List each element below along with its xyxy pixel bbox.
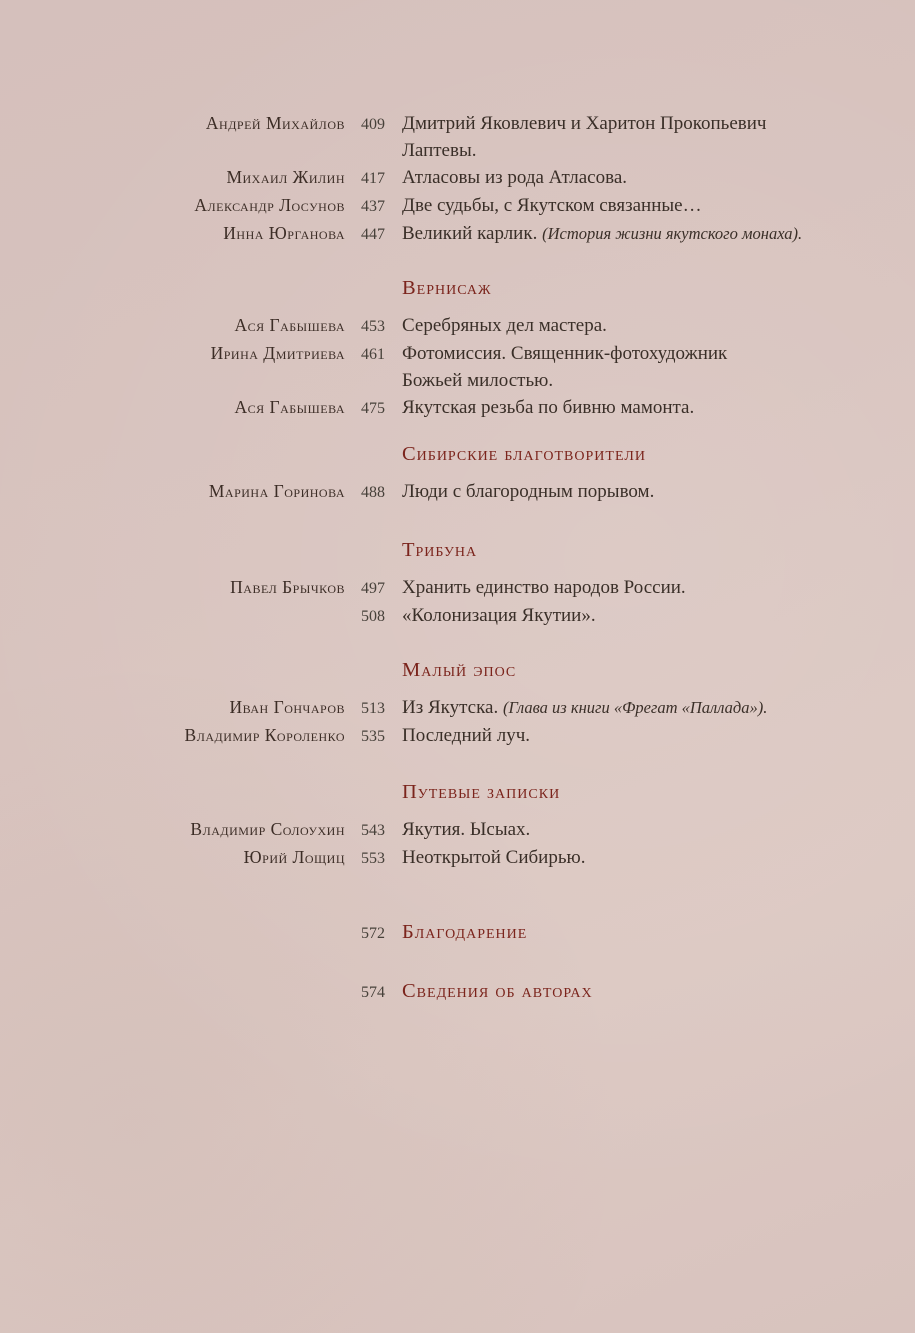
toc-title-line xyxy=(402,816,857,843)
toc-page-number: 447 xyxy=(361,226,385,243)
toc-section xyxy=(0,977,857,1006)
toc-title-text: Фотомиссия. Священник-фотохудожник xyxy=(402,343,728,364)
toc-title xyxy=(385,110,857,164)
toc-section xyxy=(0,440,857,506)
toc-title-text: Дмитрий Яковлевич и Харитон Прокопьевич xyxy=(402,113,767,134)
toc-title-line xyxy=(402,694,857,721)
toc-page-number: 535 xyxy=(361,728,385,745)
toc-page-number: 574 xyxy=(361,984,385,1001)
toc-row xyxy=(0,694,857,722)
toc-title-line xyxy=(402,844,857,871)
toc-author: Ирина Дмитриева xyxy=(210,343,345,363)
toc-title xyxy=(385,192,857,219)
toc-title-text: Из Якутска. xyxy=(402,697,503,718)
toc-author: Павел Брычков xyxy=(230,577,345,597)
toc-title-text: Якутия. Ысыах. xyxy=(402,819,531,840)
toc-section-heading-row xyxy=(0,918,857,947)
toc-title-text: Неоткрытой Сибирью. xyxy=(402,847,586,868)
toc-row xyxy=(0,340,857,394)
toc-page-number: 417 xyxy=(361,170,385,187)
toc-author: Андрей Михайлов xyxy=(205,113,345,133)
toc-title-line xyxy=(402,220,857,247)
toc-row xyxy=(0,164,857,192)
toc-row xyxy=(0,312,857,340)
section-heading: Вернисаж xyxy=(402,277,492,299)
toc-title xyxy=(385,394,857,421)
toc-row xyxy=(0,602,857,630)
toc-title-line xyxy=(402,394,857,421)
toc-section xyxy=(0,918,857,947)
toc-author: Владимир Солоухин xyxy=(190,819,345,839)
toc-title-line xyxy=(402,164,857,191)
toc-title xyxy=(385,694,857,721)
toc-title-text: Лаптевы. xyxy=(402,140,477,161)
toc-page-number: 572 xyxy=(361,925,385,942)
toc-title xyxy=(385,220,857,247)
toc-title-text: Якутская резьба по бивню мамонта. xyxy=(402,397,695,418)
toc-title-text: Атласовы из рода Атласова. xyxy=(402,167,628,188)
toc-author: Юрий Лощиц xyxy=(243,847,345,867)
toc-page-number: 508 xyxy=(361,608,385,625)
toc-title xyxy=(385,816,857,843)
toc-title-text: Хранить единство народов России. xyxy=(402,577,686,598)
toc-section xyxy=(0,536,857,630)
toc-section xyxy=(0,778,857,872)
toc-title-text: Божьей милостью. xyxy=(402,370,554,391)
toc-author: Ася Габышева xyxy=(234,315,345,335)
toc-title-text: Серебряных дел мастера. xyxy=(402,315,607,336)
toc-section xyxy=(0,110,857,248)
toc-title-line xyxy=(402,137,857,164)
section-heading: Трибуна xyxy=(402,539,478,561)
toc-section-heading-row xyxy=(0,440,857,468)
toc-author: Марина Горинова xyxy=(208,481,345,501)
toc-title-text: «Колонизация Якутии». xyxy=(402,605,596,626)
toc-row xyxy=(0,110,857,164)
toc-page-number: 461 xyxy=(361,346,385,363)
toc-title-line xyxy=(402,367,857,394)
toc-title xyxy=(385,478,857,505)
toc-page-number: 488 xyxy=(361,484,385,501)
toc-title-italic: (Глава из книги «Фрегат «Паллада»). xyxy=(502,698,768,717)
toc-title-line xyxy=(402,110,857,137)
toc-section xyxy=(0,656,857,750)
section-heading: Малый эпос xyxy=(402,659,517,681)
toc-page-number: 513 xyxy=(361,700,385,717)
toc-page-number: 543 xyxy=(361,822,385,839)
toc-author: Ася Габышева xyxy=(234,397,345,417)
toc-title-text: Великий карлик. xyxy=(402,223,543,244)
toc-title-text: Две судьбы, с Якутском связанные… xyxy=(402,195,702,216)
toc-title xyxy=(385,602,857,629)
toc-section-heading-row xyxy=(0,977,857,1006)
toc-row xyxy=(0,220,857,248)
section-heading: Сведения об авторах xyxy=(402,980,593,1002)
toc-title xyxy=(385,722,857,749)
toc-author: Александр Лосунов xyxy=(194,195,345,215)
toc-title-text: Последний луч. xyxy=(402,725,530,746)
toc-row xyxy=(0,722,857,750)
toc-author: Владимир Короленко xyxy=(184,725,345,745)
toc-page-number: 497 xyxy=(361,580,385,597)
toc-author: Михаил Жилин xyxy=(226,167,345,187)
toc-section-heading-row xyxy=(0,656,857,684)
toc-author: Иван Гончаров xyxy=(229,697,345,717)
toc-title xyxy=(385,844,857,871)
toc-row xyxy=(0,574,857,602)
toc-title-line xyxy=(402,478,857,505)
toc-title xyxy=(385,574,857,601)
toc-row xyxy=(0,478,857,506)
toc-row xyxy=(0,394,857,422)
toc-title xyxy=(385,164,857,191)
toc-title-text: Люди с благородным порывом. xyxy=(402,481,655,502)
toc-section-heading-row xyxy=(0,778,857,806)
toc-page-number: 409 xyxy=(361,116,385,133)
toc-title-line xyxy=(402,602,857,629)
toc-title-line xyxy=(402,722,857,749)
toc-title xyxy=(385,340,857,394)
toc-section-heading-row xyxy=(0,536,857,564)
toc-page-number: 553 xyxy=(361,850,385,867)
toc-title-line xyxy=(402,340,857,367)
toc-page-number: 475 xyxy=(361,400,385,417)
toc-page-number: 437 xyxy=(361,198,385,215)
toc-row xyxy=(0,192,857,220)
toc-row xyxy=(0,816,857,844)
toc-page-number: 453 xyxy=(361,318,385,335)
toc-title-line xyxy=(402,574,857,601)
toc-title-italic: (История жизни якутского монаха). xyxy=(542,224,803,243)
toc-row xyxy=(0,844,857,872)
toc-author: Инна Юрганова xyxy=(223,223,345,243)
toc-title xyxy=(385,312,857,339)
section-heading: Путевые записки xyxy=(402,781,561,803)
section-heading: Благодарение xyxy=(402,921,528,943)
toc-title-line xyxy=(402,192,857,219)
toc-section-heading-row xyxy=(0,274,857,302)
toc-section xyxy=(0,274,857,422)
toc-title-line xyxy=(402,312,857,339)
section-heading: Сибирские благотворители xyxy=(402,443,646,465)
